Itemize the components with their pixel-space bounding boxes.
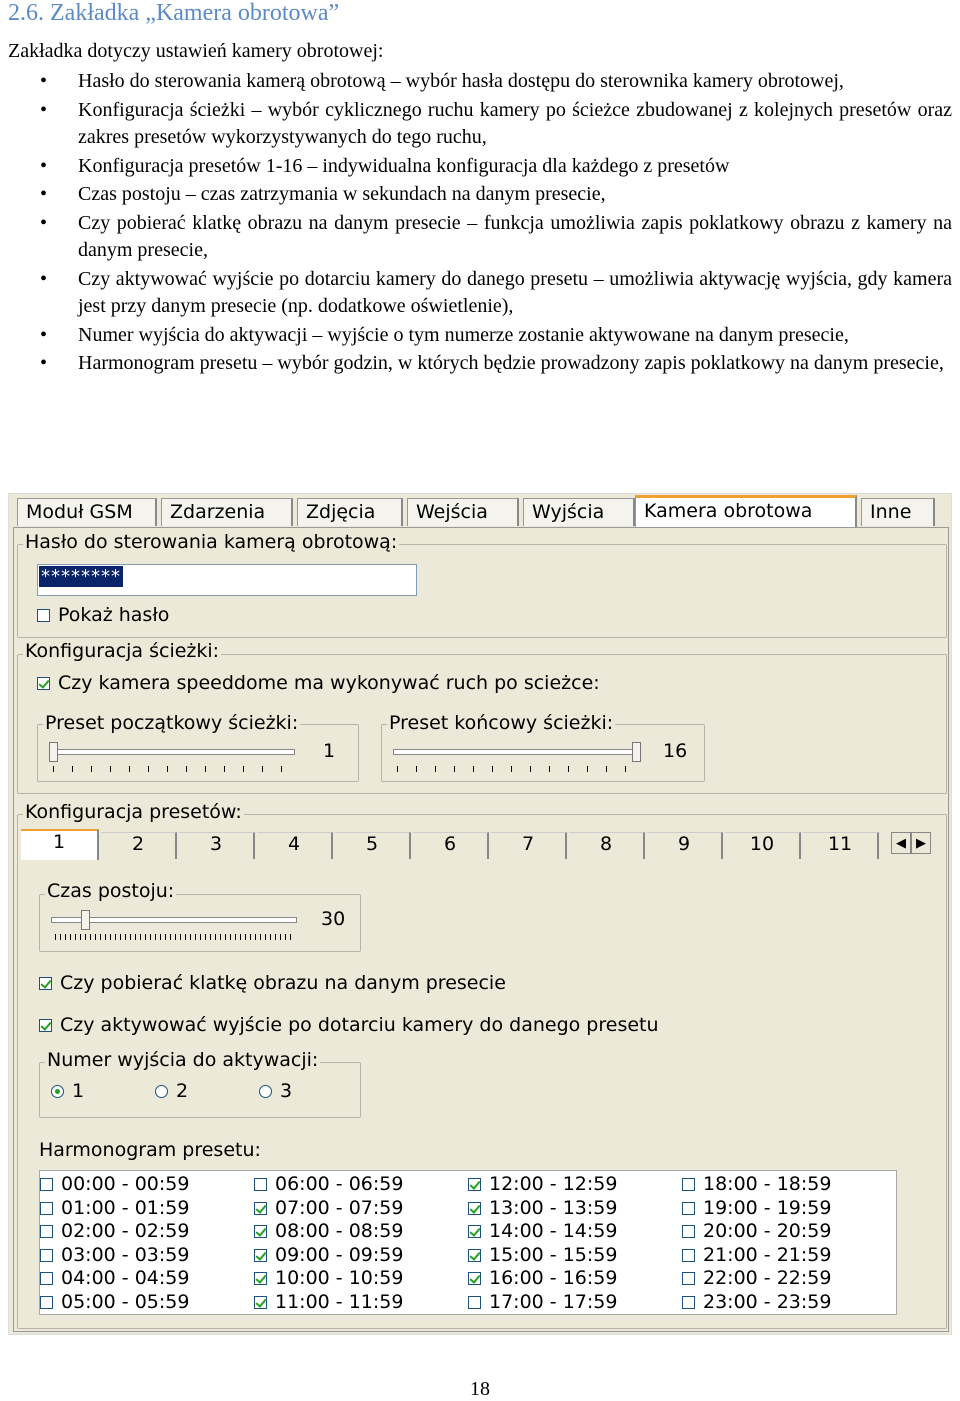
- preset-tab-1[interactable]: 1: [21, 829, 99, 860]
- tab-events[interactable]: Zdarzenia: [161, 498, 293, 526]
- schedule-item-label: 19:00 - 19:59: [703, 1196, 832, 1219]
- schedule-item-label: 00:00 - 00:59: [61, 1173, 190, 1195]
- tab-rotating-camera[interactable]: Kamera obrotowa: [635, 495, 857, 528]
- password-value: ********: [41, 566, 121, 587]
- checked-box-icon: [468, 1225, 481, 1238]
- end-preset-slider-track[interactable]: [393, 749, 639, 755]
- path-movement-label: Czy kamera speeddome ma wykonywać ruch po scieżce:: [58, 672, 600, 694]
- schedule-column: [682, 1173, 831, 1314]
- dwell-label: Czas postoju:: [47, 880, 175, 902]
- schedule-item-label: 03:00 - 03:59: [61, 1243, 190, 1266]
- preset-tab-6[interactable]: 6: [413, 832, 489, 859]
- capture-frame-checkbox[interactable]: [39, 972, 506, 994]
- schedule-item[interactable]: [468, 1173, 617, 1197]
- path-movement-checkbox[interactable]: [37, 672, 600, 694]
- camera-settings-screenshot: [8, 493, 952, 1335]
- intro-text: Zakładka dotyczy ustawień kamery obrotowej:: [8, 40, 384, 62]
- preset-tab-5[interactable]: 5: [335, 832, 411, 859]
- activate-output-checkbox[interactable]: [39, 1014, 659, 1036]
- schedule-item[interactable]: [682, 1291, 831, 1315]
- schedule-item[interactable]: [40, 1267, 189, 1291]
- checked-box-icon: [254, 1225, 267, 1238]
- schedule-item-label: 09:00 - 09:59: [275, 1243, 404, 1266]
- list-item: • Konfiguracja ścieżki – wybór cyklicznego ruchu kamery po ścieżce zbudowanej z kolejnych presetów oraz zakres presetów wykorzystywanych do tego ruchu,: [40, 98, 952, 148]
- schedule-item[interactable]: [254, 1173, 403, 1197]
- schedule-column: [40, 1173, 189, 1314]
- list-item: • Czas postoju – czas zatrzymania w sekundach na danym presecie,: [0, 181, 952, 209]
- schedule-item[interactable]: [40, 1173, 189, 1197]
- checked-box-icon: [468, 1202, 481, 1215]
- schedule-item[interactable]: [468, 1197, 617, 1221]
- bullet-icon: •: [40, 267, 48, 290]
- schedule-item-label: 16:00 - 16:59: [489, 1267, 618, 1289]
- checked-box-icon: [468, 1272, 481, 1285]
- checked-box-icon: [254, 1249, 267, 1262]
- schedule-item-label: 01:00 - 01:59: [61, 1196, 190, 1219]
- bullet-icon: •: [40, 183, 48, 205]
- main-tab-bar: [9, 494, 953, 530]
- tab-photos[interactable]: Zdjęcia: [297, 498, 403, 526]
- capture-frame-label: Czy pobierać klatkę obrazu na danym presecie: [60, 972, 506, 994]
- schedule-item-label: 15:00 - 15:59: [489, 1243, 618, 1266]
- start-preset-slider-thumb[interactable]: [49, 742, 58, 762]
- schedule-label: Harmonogram presetu:: [39, 1139, 261, 1161]
- list-item: • Harmonogram presetu – wybór godzin, w których będzie prowadzony zapis poklatkowy na danym presecie,: [0, 350, 952, 378]
- checkbox-icon: [254, 1178, 267, 1191]
- schedule-item[interactable]: [40, 1220, 189, 1244]
- list-item: • Konfiguracja presetów 1-16 – indywidualna konfiguracja dla każdego z presetów: [0, 153, 952, 181]
- bullet-icon: •: [40, 98, 48, 121]
- dwell-slider-thumb[interactable]: [81, 910, 90, 930]
- output-radio-1[interactable]: 1: [51, 1080, 84, 1102]
- end-preset-ticks: [397, 766, 637, 772]
- start-preset-label: Preset początkowy ścieżki:: [45, 712, 299, 734]
- schedule-item[interactable]: [468, 1220, 617, 1244]
- show-password-checkbox[interactable]: [37, 604, 169, 626]
- tab-scroll-right-icon[interactable]: ▶: [911, 832, 931, 854]
- schedule-item-label: 02:00 - 02:59: [61, 1220, 190, 1242]
- schedule-item-label: 06:00 - 06:59: [275, 1173, 404, 1195]
- schedule-item[interactable]: [468, 1291, 617, 1315]
- preset-tab-7[interactable]: 7: [491, 832, 567, 859]
- checkbox-icon: [40, 1296, 53, 1309]
- password-input[interactable]: [37, 564, 417, 596]
- list-item: • Numer wyjścia do aktywacji – wyjście o tym numerze zostanie aktywowane na danym presecie,: [0, 322, 952, 350]
- schedule-item-label: 08:00 - 08:59: [275, 1220, 404, 1242]
- schedule-item-label: 20:00 - 20:59: [703, 1220, 832, 1242]
- output-radio-2[interactable]: 2: [155, 1080, 188, 1102]
- end-preset-value: 16: [663, 740, 688, 762]
- checkbox-icon: [40, 1225, 53, 1238]
- path-movement-check-icon: [37, 677, 50, 690]
- preset-tab-9[interactable]: 9: [647, 832, 723, 859]
- schedule-item[interactable]: [254, 1220, 403, 1244]
- preset-tab-3[interactable]: 3: [179, 832, 255, 859]
- checked-box-icon: [468, 1249, 481, 1262]
- tab-gsm-module[interactable]: Moduł GSM: [17, 498, 157, 526]
- radio-selected-icon: [51, 1085, 64, 1098]
- schedule-item-label: 17:00 - 17:59: [489, 1290, 618, 1313]
- schedule-list: [39, 1170, 897, 1315]
- end-preset-slider-thumb[interactable]: [632, 742, 641, 762]
- list-item: • Czy pobierać klatkę obrazu na danym presecie – funkcja umożliwia zapis poklatkowy obrazu z kamery na danym presecie,: [40, 211, 952, 261]
- preset-tab-11[interactable]: 11: [803, 832, 879, 859]
- schedule-item[interactable]: [682, 1173, 831, 1197]
- preset-tab-4[interactable]: 4: [257, 832, 333, 859]
- checked-box-icon: [254, 1202, 267, 1215]
- schedule-item-label: 04:00 - 04:59: [61, 1267, 190, 1289]
- start-preset-value: 1: [323, 740, 336, 762]
- preset-tab-8[interactable]: 8: [569, 832, 645, 859]
- activate-output-check-icon: [39, 1019, 52, 1032]
- schedule-item[interactable]: [40, 1244, 189, 1268]
- schedule-item[interactable]: [468, 1244, 617, 1268]
- checkbox-icon: [682, 1296, 695, 1309]
- bullet-icon: •: [40, 211, 48, 234]
- tab-scroll-left-icon[interactable]: ◀: [891, 832, 911, 854]
- radio-icon: [259, 1085, 272, 1098]
- schedule-item-label: 21:00 - 21:59: [703, 1243, 832, 1266]
- activate-output-label: Czy aktywować wyjście po dotarciu kamery do danego presetu: [60, 1014, 659, 1036]
- schedule-item-label: 07:00 - 07:59: [275, 1196, 404, 1219]
- checkbox-icon: [468, 1296, 481, 1309]
- page-number: 18: [470, 1378, 490, 1400]
- start-preset-slider-track[interactable]: [49, 749, 295, 755]
- list-item: • Czy aktywować wyjście po dotarciu kamery do danego presetu – umożliwia aktywację wyjścia, gdy kamera jest przy danym presecie (np. dodatkowe oświetlenie),: [40, 267, 952, 317]
- show-password-check-icon: [37, 609, 50, 622]
- schedule-item[interactable]: [682, 1197, 831, 1221]
- password-group-label: Hasło do sterowania kamerą obrotową:: [25, 531, 398, 553]
- list-item: • Hasło do sterowania kamerą obrotową – wybór hasła dostępu do sterownika kamery obrotowej,: [0, 68, 952, 96]
- bullet-icon: •: [40, 154, 48, 177]
- output-radio-3[interactable]: 3: [259, 1080, 292, 1102]
- schedule-item-label: 12:00 - 12:59: [489, 1173, 618, 1195]
- schedule-item-label: 13:00 - 13:59: [489, 1196, 618, 1219]
- checked-box-icon: [254, 1296, 267, 1309]
- show-password-label: Pokaż hasło: [58, 604, 170, 626]
- schedule-item[interactable]: [254, 1244, 403, 1268]
- output-number-label: Numer wyjścia do aktywacji:: [47, 1049, 319, 1071]
- preset-tab-2[interactable]: 2: [101, 832, 177, 859]
- schedule-column: [254, 1173, 403, 1314]
- checked-box-icon: [468, 1178, 481, 1191]
- presets-config-label: Konfiguracja presetów:: [25, 801, 242, 823]
- checkbox-icon: [682, 1249, 695, 1262]
- bullet-icon: •: [40, 323, 48, 346]
- schedule-item[interactable]: [682, 1220, 831, 1244]
- path-config-label: Konfiguracja ścieżki:: [25, 640, 220, 662]
- schedule-item[interactable]: [682, 1244, 831, 1268]
- schedule-item-label: 18:00 - 18:59: [703, 1173, 832, 1195]
- checkbox-icon: [40, 1249, 53, 1262]
- checkbox-icon: [682, 1272, 695, 1285]
- checkbox-icon: [682, 1178, 695, 1191]
- schedule-column: [468, 1173, 617, 1314]
- schedule-item[interactable]: [682, 1267, 831, 1291]
- dwell-value: 30: [321, 908, 346, 930]
- checked-box-icon: [254, 1272, 267, 1285]
- schedule-item[interactable]: [468, 1267, 617, 1291]
- schedule-item[interactable]: [40, 1291, 189, 1315]
- checkbox-icon: [682, 1202, 695, 1215]
- feature-list: [0, 68, 952, 379]
- preset-tab-bar: [21, 829, 931, 859]
- schedule-item-label: 11:00 - 11:59: [275, 1290, 404, 1313]
- preset-tab-10[interactable]: 10: [725, 832, 801, 859]
- dwell-ticks: [55, 934, 295, 940]
- schedule-item[interactable]: [254, 1197, 403, 1221]
- schedule-item[interactable]: [40, 1197, 189, 1221]
- schedule-item-label: 14:00 - 14:59: [489, 1220, 618, 1242]
- bullet-icon: •: [40, 352, 48, 374]
- schedule-item-label: 10:00 - 10:59: [275, 1267, 404, 1289]
- bullet-icon: •: [40, 70, 48, 92]
- checkbox-icon: [40, 1178, 53, 1191]
- checkbox-icon: [40, 1202, 53, 1215]
- radio-icon: [155, 1085, 168, 1098]
- start-preset-ticks: [53, 766, 293, 772]
- capture-frame-check-icon: [39, 977, 52, 990]
- tab-outputs[interactable]: Wyjścia: [523, 498, 635, 526]
- schedule-item-label: 22:00 - 22:59: [703, 1267, 832, 1289]
- section-heading: 2.6. Zakładka „Kamera obrotowa”: [8, 0, 340, 26]
- tab-inputs[interactable]: Wejścia: [407, 498, 519, 526]
- checkbox-icon: [40, 1272, 53, 1285]
- schedule-item[interactable]: [254, 1291, 403, 1315]
- tab-other[interactable]: Inne: [861, 498, 935, 526]
- end-preset-label: Preset końcowy ścieżki:: [389, 712, 614, 734]
- schedule-item-label: 23:00 - 23:59: [703, 1290, 832, 1313]
- schedule-item-label: 05:00 - 05:59: [61, 1290, 190, 1313]
- checkbox-icon: [682, 1225, 695, 1238]
- schedule-item[interactable]: [254, 1267, 403, 1291]
